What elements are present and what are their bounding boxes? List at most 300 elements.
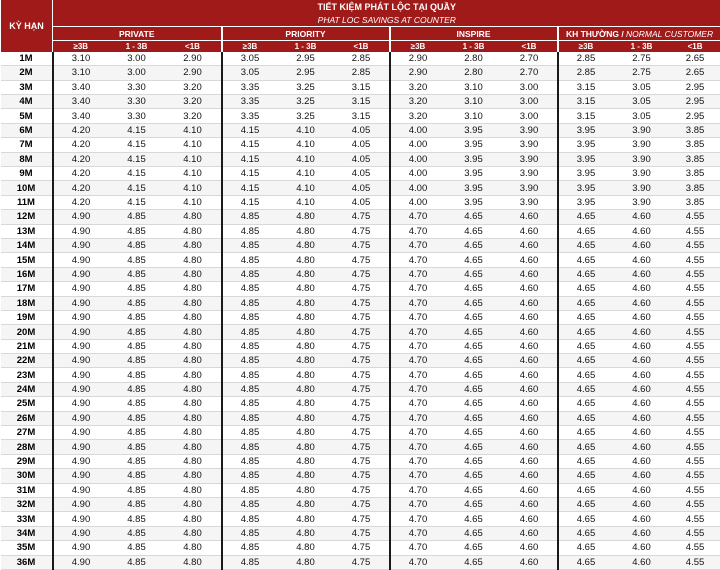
rate-cell: 4.65 (446, 267, 502, 281)
rate-cell: 4.10 (165, 167, 222, 181)
rate-cell: 3.95 (446, 123, 502, 137)
rate-cell: 3.25 (278, 95, 334, 109)
rate-cell: 4.65 (558, 296, 614, 310)
rate-cell: 3.30 (109, 80, 165, 94)
term-cell: 32M (1, 498, 53, 512)
rate-cell: 4.55 (670, 339, 720, 353)
rate-cell: 4.80 (165, 296, 222, 310)
rate-cell: 3.30 (109, 109, 165, 123)
rate-cell: 4.60 (502, 368, 558, 382)
rate-cell: 2.95 (670, 80, 720, 94)
rate-cell: 2.90 (390, 52, 446, 66)
rate-cell: 4.15 (222, 181, 278, 195)
rate-cell: 4.55 (670, 238, 720, 252)
rate-cell: 3.90 (614, 181, 670, 195)
rate-cell: 2.70 (502, 66, 558, 80)
rate-cell: 4.65 (558, 526, 614, 540)
rate-cell: 2.95 (670, 95, 720, 109)
rate-cell: 4.80 (165, 339, 222, 353)
rate-cell: 4.70 (390, 224, 446, 238)
rate-cell: 4.85 (109, 325, 165, 339)
rate-cell: 4.65 (446, 426, 502, 440)
rate-cell: 4.70 (390, 526, 446, 540)
rate-cell: 4.55 (670, 555, 720, 569)
rate-cell: 4.85 (222, 454, 278, 468)
rate-cell: 4.00 (390, 195, 446, 209)
rate-cell: 4.55 (670, 397, 720, 411)
rate-cell: 4.80 (278, 310, 334, 324)
rate-cell: 4.65 (558, 267, 614, 281)
rate-cell: 4.55 (670, 498, 720, 512)
table-row (1, 541, 720, 555)
rate-cell: 4.65 (558, 310, 614, 324)
rate-cell: 4.90 (53, 354, 109, 368)
rate-cell: 3.20 (165, 80, 222, 94)
rate-cell: 4.75 (334, 426, 390, 440)
rate-cell: 4.10 (278, 167, 334, 181)
rate-cell: 4.90 (53, 469, 109, 483)
rate-cell: 4.90 (53, 454, 109, 468)
rate-cell: 3.15 (558, 109, 614, 123)
table-subtitle: PHAT LOC SAVINGS AT COUNTER (53, 14, 720, 27)
rate-cell: 4.55 (670, 426, 720, 440)
term-cell: 24M (1, 382, 53, 396)
rate-cell: 4.60 (614, 426, 670, 440)
rate-cell: 4.70 (390, 382, 446, 396)
rate-cell: 3.00 (109, 66, 165, 80)
rate-cell: 4.85 (109, 426, 165, 440)
rate-cell: 4.60 (614, 325, 670, 339)
rate-cell: 4.15 (222, 167, 278, 181)
rate-cell: 4.20 (53, 195, 109, 209)
rate-cell: 4.80 (278, 454, 334, 468)
tier-header: ≥3B (390, 41, 446, 53)
rate-cell: 4.85 (222, 368, 278, 382)
rate-cell: 4.65 (446, 253, 502, 267)
term-cell: 36M (1, 555, 53, 569)
table-row (1, 296, 720, 310)
rate-cell: 3.85 (670, 195, 720, 209)
rate-cell: 4.15 (109, 195, 165, 209)
rate-cell: 4.60 (502, 310, 558, 324)
rate-cell: 4.60 (614, 411, 670, 425)
rate-cell: 4.90 (53, 282, 109, 296)
term-cell: 28M (1, 440, 53, 454)
term-cell: 17M (1, 282, 53, 296)
rate-cell: 4.70 (390, 512, 446, 526)
rate-cell: 4.60 (502, 411, 558, 425)
tier-header: 1 - 3B (446, 41, 502, 53)
rate-cell: 4.80 (278, 555, 334, 569)
rate-cell: 3.05 (614, 109, 670, 123)
term-cell: 19M (1, 310, 53, 324)
tier-header: 1 - 3B (614, 41, 670, 53)
rate-cell: 4.85 (222, 354, 278, 368)
table-row (1, 339, 720, 353)
group-header-private: PRIVATE (53, 27, 222, 41)
rate-cell: 2.80 (446, 52, 502, 66)
rate-cell: 4.85 (222, 411, 278, 425)
rate-cell: 3.40 (53, 95, 109, 109)
rate-cell: 4.70 (390, 483, 446, 497)
rate-cell: 4.65 (446, 498, 502, 512)
rate-cell: 4.75 (334, 541, 390, 555)
rate-cell: 4.55 (670, 454, 720, 468)
rate-cell: 4.65 (558, 210, 614, 224)
rate-cell: 4.55 (670, 267, 720, 281)
rate-cell: 3.95 (558, 167, 614, 181)
rate-cell: 4.80 (165, 426, 222, 440)
rate-cell: 3.15 (558, 95, 614, 109)
rate-cell: 4.75 (334, 512, 390, 526)
rate-cell: 4.80 (165, 282, 222, 296)
table-row (1, 354, 720, 368)
rate-cell: 4.05 (334, 181, 390, 195)
rate-cell: 4.60 (614, 210, 670, 224)
rate-cell: 4.65 (446, 555, 502, 569)
rate-cell: 4.85 (222, 210, 278, 224)
rate-cell: 4.80 (278, 498, 334, 512)
rate-cell: 4.60 (502, 454, 558, 468)
rate-cell: 4.65 (446, 397, 502, 411)
rate-cell: 4.90 (53, 440, 109, 454)
term-cell: 33M (1, 512, 53, 526)
rate-cell: 4.65 (446, 282, 502, 296)
rate-cell: 3.90 (614, 167, 670, 181)
rate-cell: 4.90 (53, 253, 109, 267)
rate-cell: 4.60 (502, 541, 558, 555)
rate-cell: 4.60 (614, 267, 670, 281)
rate-cell: 2.95 (670, 109, 720, 123)
rate-cell: 4.65 (558, 282, 614, 296)
rate-cell: 4.70 (390, 325, 446, 339)
group-label-en: NORMAL CUSTOMER (626, 28, 714, 39)
rate-cell: 3.10 (446, 80, 502, 94)
rate-cell: 3.90 (502, 152, 558, 166)
rate-cell: 4.85 (222, 282, 278, 296)
rate-cell: 4.80 (165, 454, 222, 468)
rate-cell: 3.00 (502, 95, 558, 109)
rate-cell: 4.15 (109, 167, 165, 181)
rate-cell: 4.15 (109, 123, 165, 137)
rate-cell: 4.10 (165, 138, 222, 152)
rate-cell: 4.70 (390, 397, 446, 411)
rate-cell: 3.95 (446, 138, 502, 152)
rate-cell: 4.60 (614, 382, 670, 396)
rate-cell: 4.65 (558, 440, 614, 454)
rate-cell: 4.85 (109, 498, 165, 512)
rate-cell: 3.90 (614, 123, 670, 137)
rate-cell: 4.60 (614, 253, 670, 267)
rate-cell: 4.55 (670, 310, 720, 324)
rate-cell: 4.55 (670, 282, 720, 296)
rate-cell: 4.65 (446, 296, 502, 310)
rate-cell: 4.85 (222, 397, 278, 411)
rate-cell: 3.85 (670, 152, 720, 166)
rate-cell: 4.90 (53, 267, 109, 281)
rate-cell: 4.85 (109, 296, 165, 310)
rate-cell: 4.60 (502, 469, 558, 483)
rate-cell: 4.15 (222, 138, 278, 152)
rate-cell: 3.00 (109, 52, 165, 66)
table-row (1, 310, 720, 324)
table-row (1, 526, 720, 540)
rate-cell: 3.40 (53, 109, 109, 123)
rate-cell: 4.55 (670, 382, 720, 396)
rate-cell: 3.25 (278, 109, 334, 123)
rate-cell: 4.70 (390, 238, 446, 252)
rate-cell: 4.90 (53, 382, 109, 396)
rate-cell: 4.70 (390, 210, 446, 224)
term-cell: 34M (1, 526, 53, 540)
rate-cell: 2.70 (502, 52, 558, 66)
rate-cell: 4.80 (165, 469, 222, 483)
rate-cell: 4.60 (502, 238, 558, 252)
rate-cell: 2.80 (446, 66, 502, 80)
rate-cell: 4.55 (670, 368, 720, 382)
table-row (1, 483, 720, 497)
rate-cell: 4.05 (334, 138, 390, 152)
rate-cell: 4.85 (109, 368, 165, 382)
table-row (1, 411, 720, 425)
rate-cell: 4.75 (334, 224, 390, 238)
rate-cell: 4.60 (502, 339, 558, 353)
rate-cell: 4.85 (222, 512, 278, 526)
rate-cell: 4.85 (222, 339, 278, 353)
term-cell: 30M (1, 469, 53, 483)
rate-cell: 4.80 (165, 238, 222, 252)
rate-cell: 4.05 (334, 195, 390, 209)
table-row (1, 382, 720, 396)
rate-cell: 4.60 (502, 354, 558, 368)
rate-cell: 4.15 (109, 138, 165, 152)
rate-cell: 4.55 (670, 541, 720, 555)
rate-cell: 4.65 (446, 339, 502, 353)
rate-cell: 4.85 (109, 512, 165, 526)
rate-cell: 2.85 (558, 66, 614, 80)
rate-cell: 4.65 (558, 224, 614, 238)
rate-cell: 4.65 (558, 354, 614, 368)
rate-table-body (1, 52, 720, 570)
rate-cell: 4.55 (670, 224, 720, 238)
rate-cell: 4.80 (165, 483, 222, 497)
rate-cell: 3.35 (222, 109, 278, 123)
rate-cell: 4.60 (614, 555, 670, 569)
table-row (1, 325, 720, 339)
rate-cell: 4.65 (446, 354, 502, 368)
rate-cell: 4.00 (390, 123, 446, 137)
rate-cell: 4.60 (502, 512, 558, 526)
rate-cell: 4.75 (334, 339, 390, 353)
rate-cell: 4.60 (614, 296, 670, 310)
tier-header: ≥3B (222, 41, 278, 53)
rate-cell: 4.85 (109, 454, 165, 468)
rate-cell: 4.80 (278, 325, 334, 339)
rate-cell: 4.80 (278, 238, 334, 252)
rate-cell: 3.95 (446, 167, 502, 181)
rate-cell: 3.20 (390, 109, 446, 123)
rate-cell: 4.85 (109, 253, 165, 267)
rate-cell: 4.65 (558, 454, 614, 468)
rate-cell: 4.70 (390, 368, 446, 382)
rate-cell: 2.90 (390, 66, 446, 80)
term-cell: 22M (1, 354, 53, 368)
rate-cell: 4.90 (53, 411, 109, 425)
rate-cell: 3.10 (53, 66, 109, 80)
rate-cell: 4.70 (390, 426, 446, 440)
rate-cell: 3.20 (390, 80, 446, 94)
rate-cell: 4.85 (109, 282, 165, 296)
rate-cell: 4.90 (53, 483, 109, 497)
rate-cell: 4.60 (502, 282, 558, 296)
rate-cell: 4.85 (109, 210, 165, 224)
term-column-header: KỲ HẠN (1, 0, 53, 52)
rate-cell: 3.90 (614, 152, 670, 166)
rate-cell: 4.60 (502, 253, 558, 267)
rate-cell: 4.80 (165, 267, 222, 281)
rate-cell: 4.90 (53, 526, 109, 540)
rate-cell: 2.75 (614, 52, 670, 66)
table-row (1, 454, 720, 468)
rate-cell: 4.60 (502, 296, 558, 310)
rate-cell: 4.80 (165, 310, 222, 324)
rate-cell: 4.90 (53, 210, 109, 224)
rate-cell: 4.85 (109, 238, 165, 252)
rate-cell: 4.90 (53, 296, 109, 310)
rate-cell: 4.80 (278, 541, 334, 555)
rate-cell: 4.80 (278, 354, 334, 368)
rate-cell: 4.75 (334, 296, 390, 310)
rate-cell: 3.85 (670, 123, 720, 137)
rate-cell: 4.75 (334, 483, 390, 497)
rate-cell: 4.75 (334, 469, 390, 483)
rate-cell: 4.20 (53, 181, 109, 195)
rate-cell: 4.65 (558, 397, 614, 411)
rate-cell: 3.90 (502, 181, 558, 195)
rate-cell: 4.85 (109, 339, 165, 353)
rate-cell: 3.90 (614, 138, 670, 152)
rate-cell: 4.60 (614, 397, 670, 411)
rate-cell: 4.80 (165, 368, 222, 382)
rate-cell: 4.80 (165, 325, 222, 339)
rate-cell: 3.85 (670, 181, 720, 195)
rate-cell: 4.90 (53, 498, 109, 512)
rate-cell: 3.10 (53, 52, 109, 66)
rate-cell: 4.80 (278, 339, 334, 353)
term-cell: 16M (1, 267, 53, 281)
tier-header-row (1, 41, 720, 53)
rate-cell: 3.15 (558, 80, 614, 94)
rate-cell: 4.85 (222, 382, 278, 396)
rate-cell: 4.60 (614, 440, 670, 454)
table-row (1, 397, 720, 411)
rate-cell: 4.10 (278, 123, 334, 137)
rate-cell: 4.80 (165, 541, 222, 555)
rate-cell: 3.95 (558, 138, 614, 152)
rate-cell: 4.15 (222, 152, 278, 166)
rate-cell: 4.55 (670, 512, 720, 526)
rate-cell: 4.00 (390, 138, 446, 152)
table-row (1, 66, 720, 80)
rate-cell: 4.60 (614, 354, 670, 368)
rate-cell: 4.60 (614, 224, 670, 238)
table-row (1, 181, 720, 195)
rate-cell: 4.10 (165, 123, 222, 137)
rate-cell: 4.60 (614, 454, 670, 468)
rate-cell: 4.70 (390, 555, 446, 569)
rate-cell: 2.95 (278, 66, 334, 80)
table-row (1, 138, 720, 152)
rate-cell: 4.70 (390, 354, 446, 368)
rate-cell: 4.85 (109, 541, 165, 555)
rate-cell: 4.80 (278, 224, 334, 238)
rate-cell: 4.70 (390, 296, 446, 310)
rate-cell: 4.15 (109, 152, 165, 166)
rate-cell: 4.60 (614, 512, 670, 526)
rate-cell: 4.65 (558, 426, 614, 440)
rate-cell: 3.95 (446, 195, 502, 209)
rate-cell: 2.65 (670, 52, 720, 66)
rate-cell: 4.75 (334, 267, 390, 281)
rate-cell: 4.85 (109, 224, 165, 238)
rate-cell: 3.00 (502, 80, 558, 94)
table-row (1, 109, 720, 123)
rate-cell: 4.80 (278, 512, 334, 526)
term-cell: 29M (1, 454, 53, 468)
rate-cell: 4.65 (446, 526, 502, 540)
tier-header: <1B (165, 41, 222, 53)
rate-cell: 4.65 (558, 382, 614, 396)
rate-cell: 4.65 (558, 541, 614, 555)
rate-cell: 4.80 (278, 382, 334, 396)
rate-cell: 4.80 (165, 555, 222, 569)
rate-cell: 4.60 (614, 526, 670, 540)
rate-cell: 4.60 (614, 483, 670, 497)
rate-cell: 4.75 (334, 368, 390, 382)
rate-cell: 4.80 (278, 483, 334, 497)
rate-cell: 4.65 (558, 498, 614, 512)
rate-cell: 4.85 (222, 325, 278, 339)
term-cell: 15M (1, 253, 53, 267)
rate-cell: 4.65 (446, 210, 502, 224)
rate-cell: 3.30 (109, 95, 165, 109)
rate-cell: 4.80 (165, 354, 222, 368)
rate-cell: 4.80 (278, 368, 334, 382)
rate-cell: 3.95 (558, 152, 614, 166)
rate-cell: 4.60 (502, 224, 558, 238)
rate-cell: 4.85 (222, 253, 278, 267)
rate-cell: 4.75 (334, 555, 390, 569)
rate-cell: 3.10 (446, 95, 502, 109)
rate-cell: 4.65 (558, 339, 614, 353)
rate-cell: 4.75 (334, 238, 390, 252)
rate-cell: 2.90 (165, 52, 222, 66)
table-row (1, 469, 720, 483)
rate-cell: 4.60 (502, 210, 558, 224)
rate-cell: 4.85 (222, 267, 278, 281)
table-title: TIẾT KIỆM PHÁT LỘC TẠI QUẦY (53, 0, 720, 14)
rate-cell: 3.90 (502, 138, 558, 152)
rate-cell: 4.80 (278, 267, 334, 281)
rate-cell: 4.65 (558, 469, 614, 483)
rate-cell: 4.75 (334, 282, 390, 296)
rate-cell: 4.80 (278, 397, 334, 411)
term-cell: 25M (1, 397, 53, 411)
rate-cell: 4.85 (222, 224, 278, 238)
rate-cell: 4.60 (614, 238, 670, 252)
rate-cell: 4.55 (670, 526, 720, 540)
rate-cell: 4.85 (222, 483, 278, 497)
